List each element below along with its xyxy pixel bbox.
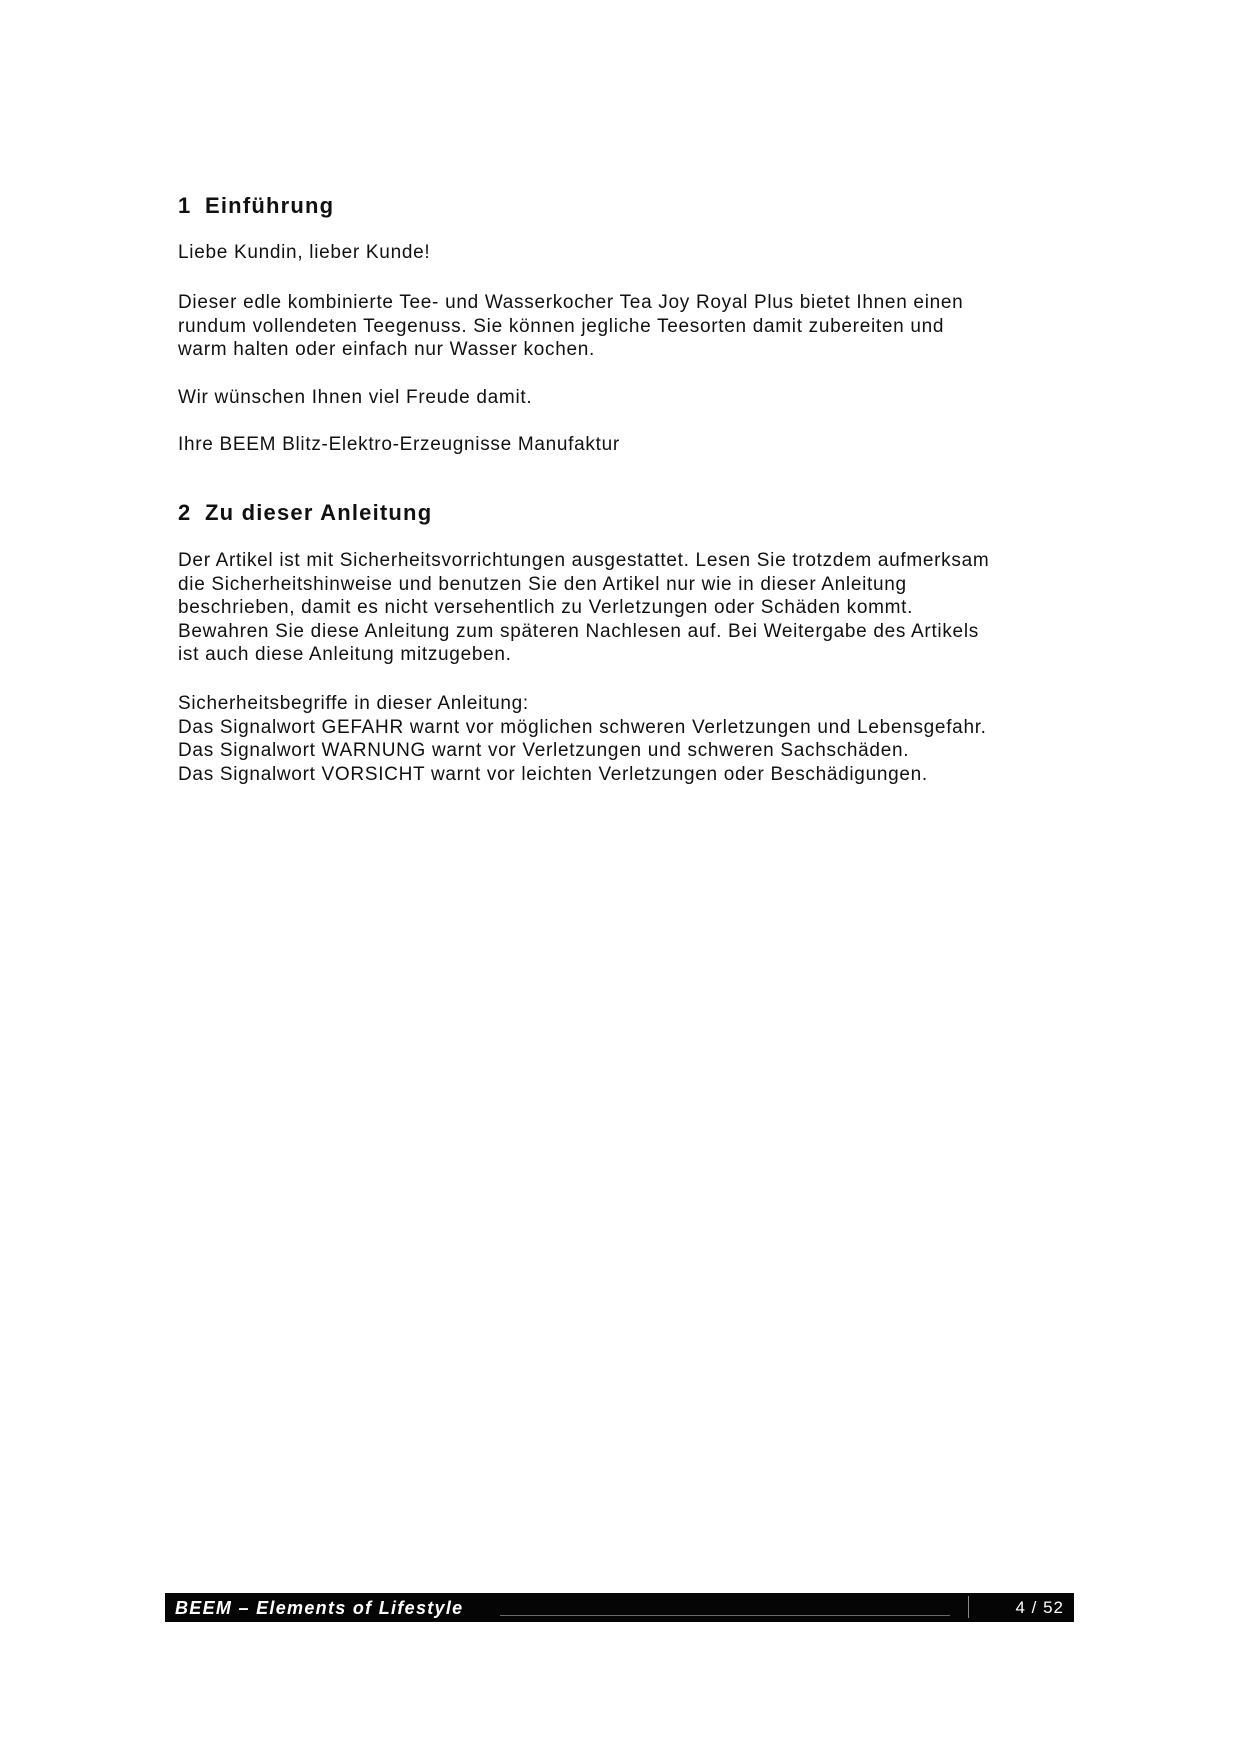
footer-divider [500,1615,950,1616]
wish-line: Wir wünschen Ihnen viel Freude damit. [178,387,533,408]
section-title: Einführung [205,193,335,218]
section-number: 1 [178,193,192,218]
signal-word-warning: Das Signalwort WARNUNG warnt vor Verletzungen und schweren Sachschäden. [178,740,910,761]
greeting: Liebe Kundin, lieber Kunde! [178,242,431,263]
paragraph-line: ist auch diese Anleitung mitzugeben. [178,644,512,665]
paragraph-line: Bewahren Sie diese Anleitung zum späteren Nachlesen auf. Bei Weitergabe des Artikels [178,620,979,642]
paragraph-line: beschrieben, damit es nicht versehentlich zu Verletzungen oder Schäden kommt. [178,597,914,618]
section-heading-about-manual [178,499,432,527]
safety-terms-paragraph [178,692,987,786]
section-heading-introduction [178,192,334,220]
section-number: 2 [178,500,192,525]
signal-word-danger: Das Signalwort GEFAHR warnt vor möglichen schweren Verletzungen und Lebensgefahr. [178,716,987,738]
paragraph-line: Dieser edle kombinierte Tee- und Wasserkocher Tea Joy Royal Plus bietet Ihnen einen [178,292,964,313]
signature-line: Ihre BEEM Blitz-Elektro-Erzeugnisse Manufaktur [178,434,620,455]
paragraph-line: rundum vollendeten Teegenuss. Sie können jegliche Teesorten damit zubereiten und [178,315,945,337]
about-paragraph [178,549,989,667]
intro-paragraph [178,291,963,362]
paragraph-line: die Sicherheitshinweise und benutzen Sie den Artikel nur wie in dieser Anleitung [178,573,907,595]
footer-brand: BEEM – Elements of Lifestyle [175,1598,464,1618]
signal-word-caution: Das Signalwort VORSICHT warnt vor leichten Verletzungen oder Beschädigungen. [178,763,928,785]
page-footer [165,1593,1074,1622]
safety-terms-heading: Sicherheitsbegriffe in dieser Anleitung: [178,693,529,714]
footer-separator [968,1596,969,1618]
section-title: Zu dieser Anleitung [205,500,433,525]
page-number: 4 / 52 [1015,1598,1064,1617]
paragraph-line: Der Artikel ist mit Sicherheitsvorrichtungen ausgestattet. Lesen Sie trotzdem aufmerksam [178,550,990,571]
paragraph-line: warm halten oder einfach nur Wasser kochen. [178,339,595,360]
